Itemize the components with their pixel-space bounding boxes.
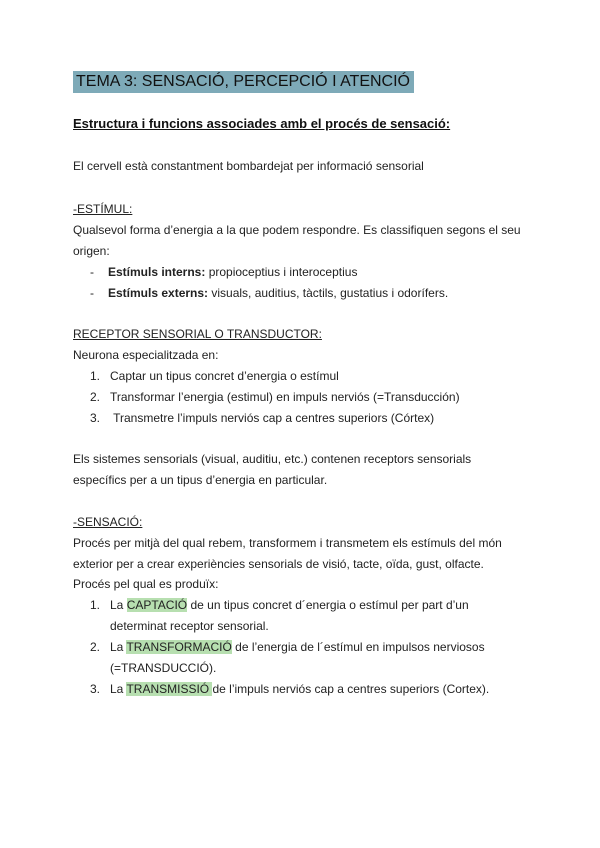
estimul-line-2: origen: [73,244,110,258]
list-marker: 1. [90,369,101,383]
list-item-continuation: determinat receptor sensorial. [110,619,269,633]
list-item-pre: La [110,682,127,696]
list-marker: 1. [90,598,101,612]
highlighted-term: CAPTACIÓ [126,598,188,612]
sensacio-line-3: Procés pel qual es produïx: [73,577,219,591]
list-item-text: de l’energia de l´estímul en impulsos nerviosos [231,640,485,654]
receptor-heading: RECEPTOR SENSORIAL O TRANSDUCTOR: [73,327,322,341]
list-marker: 3. [90,682,101,696]
receptor-line-1: Neurona especialitzada en: [73,348,219,362]
list-marker: 3. [90,411,101,425]
list-item [90,637,485,658]
list-item-text: Transformar l’energia (estimul) en impuls nerviós (=Transducción) [110,390,460,404]
list-item-term: Estímuls interns: [108,265,206,279]
list-item [90,366,339,387]
list-item-text: propioceptius i interoceptius [205,265,358,279]
list-marker: - [90,265,94,279]
list-item-text: de un tipus concret d´energia o estímul per part d’un [187,598,469,612]
list-item-text: visuals, auditius, tàctils, gustatius i odorífers. [208,286,449,300]
intro-paragraph: El cervell està constantment bombardejat per informació sensorial [73,159,424,173]
highlighted-term: TRANSFORMACIÓ [126,640,232,654]
sensacio-line-1: Procés per mitjà del qual rebem, transformem i transmetem els estímuls del món [73,536,502,550]
list-item-text: Transmetre l’impuls nerviós cap a centres superiors (Córtex) [110,411,435,425]
list-item-term: Estímuls externs: [108,286,209,300]
list-marker: 2. [90,390,101,404]
estimul-heading: -ESTÍMUL: [73,202,133,216]
list-item [90,408,434,429]
sistemes-line-2: específics per a un tipus d’energia en particular. [73,473,328,487]
sensacio-heading: -SENSACIÓ: [73,515,143,529]
list-item [90,262,357,283]
sistemes-line-1: Els sistemes sensorials (visual, auditiu, etc.) contenen receptors sensorials [73,452,472,466]
list-marker: 2. [90,640,101,654]
estimul-line-1: Qualsevol forma d’energia a la que podem respondre. Es classifiquen segons el seu [73,223,521,237]
list-item [90,283,448,304]
section-subtitle: Estructura i funcions associades amb el procés de sensació: [73,116,451,131]
list-item [90,387,460,408]
list-item-continuation: (=TRANSDUCCIÓ). [110,661,217,675]
list-item-text: Captar un tipus concret d’energia o estímul [110,369,339,383]
list-item [90,595,469,616]
list-item [90,679,489,700]
highlighted-term: TRANSMISSIÓ [126,682,213,696]
document-title: TEMA 3: SENSACIÓ, PERCEPCIÓ I ATENCIÓ [73,71,414,93]
list-marker: - [90,286,94,300]
list-item-text: de l’impuls nerviós cap a centres superiors (Cortex). [212,682,490,696]
sensacio-line-2: exterior per a crear experiències sensorials de visió, tacte, oïda, gust, olfacte. [73,557,484,571]
list-item-pre: La [110,598,127,612]
list-item-pre: La [110,640,127,654]
